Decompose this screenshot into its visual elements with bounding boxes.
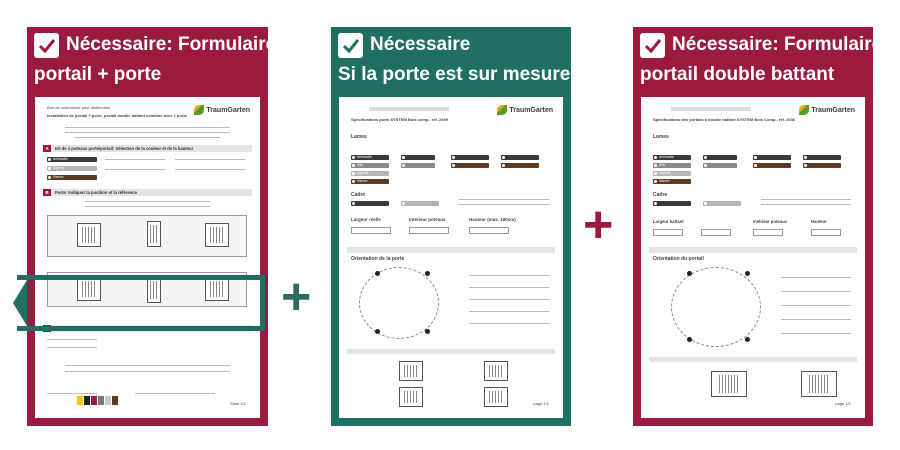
doc-subheader: Spécifications porte SYSTEM Bois comp., réf. 2499 — [351, 117, 448, 122]
section-label: Lames — [351, 134, 367, 140]
panel-header — [27, 27, 277, 107]
traumgarten-logo — [194, 105, 250, 115]
section-label: Cadre — [351, 192, 366, 198]
orientation-diagram — [671, 267, 761, 347]
section-label: Intérieur poteaux — [409, 217, 446, 222]
section-label: Hauteur — [811, 219, 827, 224]
form-document — [35, 97, 260, 418]
spec-document — [339, 97, 563, 418]
color-chip: Marron — [351, 179, 389, 184]
color-chip: Argenté — [653, 171, 691, 176]
panel-subtitle: portail double battant — [640, 64, 835, 85]
traumgarten-logo — [799, 105, 855, 115]
color-chip: Gris — [351, 163, 389, 168]
section-label: Orientation du portail — [653, 256, 704, 262]
panel-title: Nécessaire: Formulaire — [672, 34, 883, 55]
input-field[interactable] — [753, 229, 783, 236]
checkbox-icon — [34, 33, 59, 58]
section-b: B Porte: Indiquez la position et la référence — [43, 189, 252, 196]
logo-text: TraumGarten — [811, 106, 855, 114]
input-field[interactable] — [653, 229, 683, 236]
color-chip: Anthracite — [351, 155, 389, 160]
leaf-icon — [497, 105, 507, 115]
color-chip: Gris — [653, 163, 691, 168]
color-chip: Marron — [47, 175, 97, 180]
panel-header — [331, 27, 571, 107]
doc-subheader: Installation de portail + porte, portail double battant combiné avec 1 porte — [47, 113, 187, 118]
leaf-icon — [799, 105, 809, 115]
input-field[interactable] — [811, 229, 841, 236]
color-swatches — [77, 396, 118, 405]
panel-double-gate-form — [633, 27, 883, 426]
page-number: page 1/1 — [533, 401, 549, 406]
section-label: Hauteur (max. 180cm) — [469, 217, 516, 222]
input-field[interactable] — [469, 227, 509, 234]
panel-title: Nécessaire — [370, 34, 471, 55]
section-label: Orientation de la porte — [351, 256, 405, 262]
plus-icon: + — [583, 196, 614, 254]
color-chip: Marron — [653, 179, 691, 184]
section-label: Cadre — [653, 192, 668, 198]
panel-custom-door — [331, 27, 571, 426]
checkbox-icon — [640, 33, 665, 58]
doc-subheader: Spécifications des portails à double battant SYSTEM Bois Comp., réf. 2036 — [653, 117, 796, 122]
doc-header: Bon de commande pour distributeur — [47, 105, 111, 110]
section-c: C Portail double battant: Indiquez la référence — [43, 325, 252, 332]
color-chip: Argenté — [47, 166, 97, 171]
input-field[interactable] — [409, 227, 449, 234]
panel-header — [633, 27, 883, 107]
spec-document — [641, 97, 865, 418]
color-chip: Anthracite — [653, 155, 691, 160]
leaf-icon — [194, 105, 204, 115]
plus-icon: + — [281, 268, 312, 326]
checkbox-icon — [338, 33, 363, 58]
page-number: Seite 1/1 — [230, 401, 246, 406]
section-label: Lames — [653, 134, 669, 140]
highlight-frame — [17, 275, 265, 331]
panel-title: Nécessaire: Formulaire — [66, 34, 277, 55]
color-chip: Anthracite — [47, 157, 97, 162]
logo-text: TraumGarten — [509, 106, 553, 114]
input-field[interactable] — [701, 229, 731, 236]
panel-gate-and-door-form — [27, 27, 277, 426]
traumgarten-logo — [497, 105, 553, 115]
section-label: Largeur réelle — [351, 217, 381, 222]
page-number: page 1/1 — [835, 401, 851, 406]
section-label: Largeur battant — [653, 219, 684, 224]
panel-subtitle: Si la porte est sur mesure — [338, 64, 571, 85]
input-field[interactable] — [351, 227, 391, 234]
logo-text: TraumGarten — [206, 106, 250, 114]
section-label: Intérieur poteaux — [753, 219, 787, 224]
panel-subtitle: portail + porte — [34, 64, 162, 85]
color-chip: Argenté — [351, 171, 389, 176]
section-a: A Kit de 3 poteaux porte/portail: Sélection de la couleur et de la hauteur — [43, 145, 252, 152]
